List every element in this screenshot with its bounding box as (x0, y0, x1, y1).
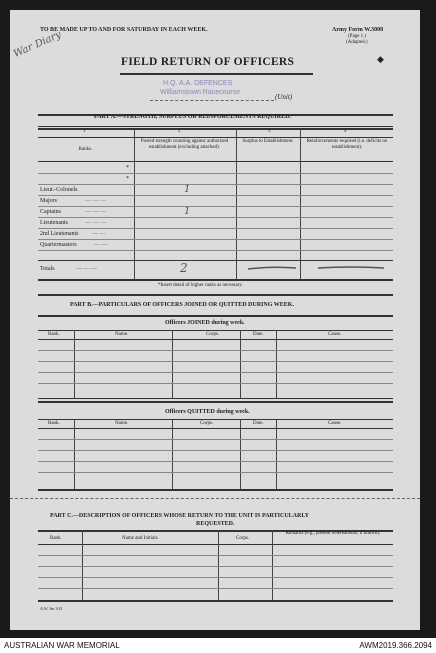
page-title: FIELD RETURN OF OFFICERS (121, 56, 295, 68)
col-header-reinforcements: Reinforcements required (i.e. deficits on establishment). (306, 139, 388, 150)
rank-row: Lieut.-Colonels (40, 187, 78, 193)
totals-label: Totals (40, 266, 55, 272)
form-number: Army Form W.3008 (332, 27, 384, 33)
col-header-ranks: Ranks. (78, 147, 93, 152)
rank-row: Captains (40, 209, 61, 215)
strength-value: 1 (184, 184, 191, 195)
field-return-form: TO BE MADE UP TO AND FOR SATURDAY IN EACH WEEK. Army Form W.3008 (Page 1.) (Adapted.) ◆ War Diary FIELD RETURN OF OFFICERS H.Q. A.A. DEFENCES Williamstown Racecourse (Unit) PART A.—STRENGTH, SURPLUS OR REINFORCEMENTS REQUIRED. 1 2 3 4 Ranks. Posted strength counting against authorized establishment (excluding attached). Surplus to Establishment. Reinforcements required (i.e. deficits on establishment). * * Lieut.-Colonels Majors Captains Lieutenants 2nd Lieutenants Quartermasters — — — — — — — — — — — — — 1 1 Totals — — — 2 *Insert detail of higher ranks as necessary. PART B.—PARTICULARS OF OFFICERS JOINED OR QUITTED DURING WEEK. Officers JOINED during week. Rank. Name. Corps. Date. Cause. Officers QUITTED during week. Rank. Name. Corps. Date. Cause. PART C.—DESCRIPTION OF OFFICERS WHOSE RETURN TO THE UNIT IS PARTICULARLY REQUESTED. Rank. Name and Initials. Corps. Remarks (e.g., present whereabouts, if known). A.W. 3m 3/41 (10, 10, 420, 630)
rank-row: Majors (40, 198, 57, 204)
joined-title: Officers JOINED during week. (165, 320, 245, 326)
form-page: (Page 1.) (348, 34, 367, 39)
rank-row: Quartermasters (40, 242, 77, 248)
footnote: *Insert detail of higher ranks as necessary. (158, 283, 243, 288)
footer-accession-number: AWM2019.366.2094 (359, 641, 432, 650)
archive-footer (0, 638, 436, 653)
col-header-posted-strength: Posted strength counting against authorized establishment (excluding attached). (140, 139, 229, 150)
dash-stroke-icon (316, 265, 386, 271)
printer-code: A.W. 3m 3/41 (40, 606, 63, 611)
unit-stamp-line1: H.Q. A.A. DEFENCES (163, 80, 233, 87)
rank-row: Lieutenants (40, 220, 68, 226)
unit-stamp-line2: Williamstown Racecourse (160, 89, 241, 96)
rank-row: * (126, 165, 129, 171)
ink-mark-icon: ◆ (377, 54, 384, 64)
part-a-title: PART A.—STRENGTH, SURPLUS OR REINFORCEMENTS REQUIRED. (94, 114, 291, 120)
strength-value: 1 (184, 206, 191, 217)
footer-institution: AUSTRALIAN WAR MEMORIAL (4, 641, 120, 650)
part-c-title: PART C.—DESCRIPTION OF OFFICERS WHOSE RETURN TO THE UNIT IS PARTICULARLY (50, 513, 310, 519)
part-b-title: PART B.—PARTICULARS OF OFFICERS JOINED OR QUITTED DURING WEEK. (70, 302, 294, 308)
dash-stroke-icon (246, 265, 298, 271)
rank-row: * (126, 176, 129, 182)
part-c-title-line2: REQUESTED. (196, 521, 235, 527)
totals-value: 2 (180, 261, 188, 275)
quitted-title: Officers QUITTED during week. (165, 409, 250, 415)
remarks-header: Remarks (e.g., present whereabouts, if known). (285, 531, 381, 536)
form-instruction: TO BE MADE UP TO AND FOR SATURDAY IN EACH WEEK. (40, 27, 208, 33)
col-header-surplus: Surplus to Establishment. (242, 139, 294, 144)
rank-row: 2nd Lieutenants (40, 231, 79, 237)
unit-label: (Unit) (275, 93, 293, 101)
form-adapted: (Adapted.) (346, 40, 368, 45)
handwritten-note: War Diary (12, 29, 64, 61)
